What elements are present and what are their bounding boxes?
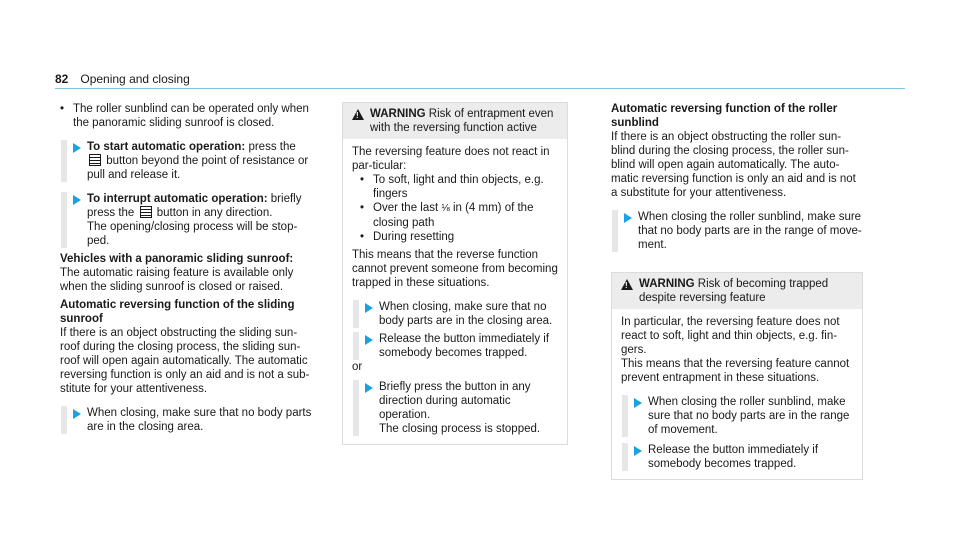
paragraph: This means that the reversing feature cannot prevent entrapment in these situations. [621,358,850,384]
warning-header: ! WARNING Risk of becoming trapped despite reversing feature [612,273,862,309]
column-3 [611,102,863,480]
step-arrow-icon [73,143,81,153]
or-text: or [352,361,363,373]
instruction-step: Release the button immediately if somebody becomes trapped. [622,443,854,471]
step-arrow-icon [634,398,642,408]
bullet-dot: • [60,103,65,115]
warning-box [342,102,568,445]
instruction-step: To start automatic operation: press the button beyond the point of resistance or pull and release it. [61,140,312,182]
instruction-step: When closing the roller sunblind, make sure that no body parts are in the range of movement. [622,395,854,437]
bullet-item: • During resetting [360,231,455,243]
warning-triangle-icon [621,279,633,290]
step-arrow-icon [634,446,642,456]
warning-triangle-icon [352,109,364,120]
column-1 [60,102,312,434]
step-arrow-icon [365,335,373,345]
page-header [55,72,190,86]
warning-box [611,272,863,480]
step-arrow-icon [73,195,81,205]
bullet-item: • To soft, light and thin objects, e.g. fingers [360,174,544,200]
instruction-step: Briefly press the button in any direction during automatic operation. The closing process is stopped. [353,380,559,436]
step-arrow-icon [365,303,373,313]
subheading: Automatic reversing function of the sliding sunroof [60,299,295,325]
page-number: 82 [55,72,69,86]
warning-header: ! WARNING Risk of entrapment even with the reversing function active [343,103,567,139]
header-rule [55,88,905,89]
step-arrow-icon [624,213,632,223]
section-title: Opening and closing [80,72,190,86]
instruction-step: When closing the roller sunblind, make sure that no body parts are in the range of move-ment. [612,210,863,252]
instruction-step: When closing, make sure that no body parts are in the closing area. [353,300,559,328]
bullet-item: • The roller sunblind can be operated only when the panoramic sliding sunroof is closed. [60,103,309,129]
roller-button-icon [89,154,101,166]
step-arrow-icon [365,383,373,393]
paragraph: If there is an object obstructing the roller sun-blind during the closing process, the roller sun-blind will open again automatically. The auto-matic reversing function is only an aid and is not a substitute for your attentiveness. [611,131,856,199]
paragraph: If there is an object obstructing the sliding sun-roof during the closing process, the sliding sun-roof will open again automatically. The automatic reversing function is only an aid and is not a sub-stitute for your attentiveness. [60,327,310,395]
paragraph: The reversing feature does not react in par-ticular: [352,146,550,172]
vehicles-note: Vehicles with a panoramic sliding sunroof: The automatic raising feature is available only when the sliding sunroof is closed or raised. [60,253,294,293]
roller-button-icon [140,206,152,218]
instruction-step: Release the button immediately if somebody becomes trapped. [353,332,559,360]
column-2 [342,102,568,445]
instruction-step: To interrupt automatic operation: briefly press the button in any direction. The opening/closing process will be stop-ped. [61,192,312,248]
subheading: Automatic reversing function of the roller sunblind [611,103,838,129]
instruction-step: When closing, make sure that no body parts are in the closing area. [61,406,312,434]
bullet-item: • Over the last ⅛ in (4 mm) of the closing path [360,202,534,229]
paragraph: This means that the reverse function cannot prevent someone from becoming trapped in these situations. [352,249,558,289]
step-arrow-icon [73,409,81,419]
paragraph: In particular, the reversing feature does not react to soft, light and thin objects, e.g. fin-gers. [621,316,840,356]
